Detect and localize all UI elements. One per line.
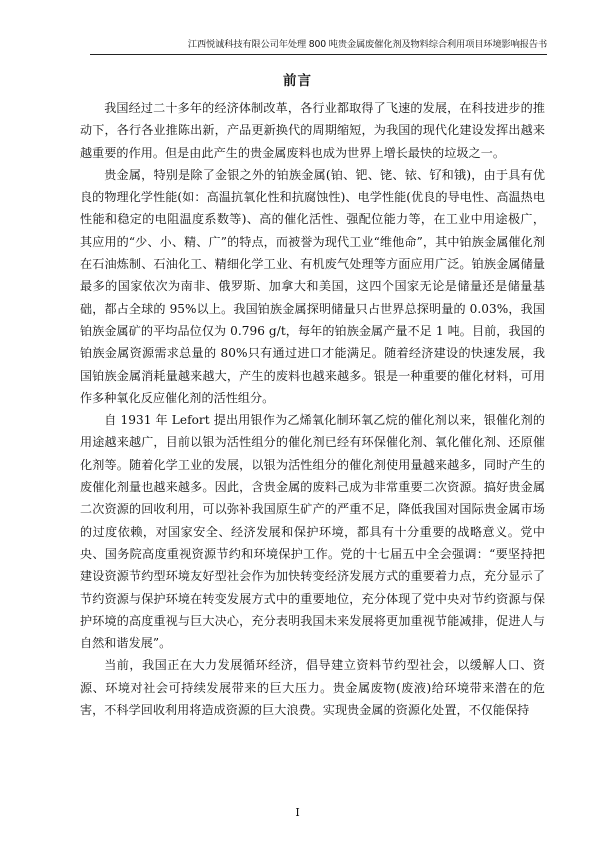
paragraph-silver-catalysts: 自 1931 年 Lefort 提出用银作为乙烯氧化制环氧乙烷的催化剂以来，银催化剂的用途越来越广，目前以银为活性组分的催化剂已经有环保催化剂、氧化催化剂、还原催化剂等。随着化学工业的发展，以银为活性组分的催化剂使用量越来越多，同时产生的废催化剂量也越来越多。因此，含贵金属的废料己成为非常重要二次资源。搞好贵金属二次资源的回收利用，可以弥补我国原生矿产的严重不足，降低我国对国际贵金属市场的过度依赖，对国家安全、经济发展和保护环境，都具有十分重要的战略意义。党中央、国务院高度重视资源节约和环境保护工作。党的十七届五中全会强调：“要坚持把建设资源节约型环境友好型社会作为加快转变经济发展方式的重要着力点，充分显示了节约资源与保护环境在转变发展方式中的重要地位，充分体现了党中央对节约资源与保护环境的高度重视与巨大决心，充分表明我国未来发展将更加重视节能减排，促进人与自然和谐发展”。 (80, 413, 545, 651)
running-header: 江西悦诚科技有限公司年处理 800 吨贵金属废催化剂及物料综合利用项目环境影响报告书 (187, 39, 547, 50)
paragraph-intro: 我国经过二十多年的经济体制改革，各行业都取得了飞速的发展，在科技进步的推动下，各行各业推陈出新，产品更新换代的周期缩短，为我国的现代化建设发挥出越来越重要的作用。但是由此产生的贵金属废料也成为世界上增长最快的垃圾之一。 (80, 101, 545, 160)
main-text (80, 97, 545, 721)
paragraph-precious-metals: 贵金属，特别是除了金银之外的铂族金属(铂、钯、铑、铱、钌和锇)，由于具有优良的物理化学性能(如：高温抗氧化性和抗腐蚀性)、电学性能(优良的导电性、高温热电性能和稳定的电阻温度系数等)、高的催化活性、强配位能力等，在工业中用途极广，其应用的“少、小、精、广”的特点，而被誉为现代工业“维他命”，其中铂族金属催化剂在石油炼制、石油化工、精细化学工业、有机废气处理等方面应用广泛。铂族金属储量最多的国家依次为南非、俄罗斯、加拿大和美国，这四个国家无论是储量还是储量基础，都占全球的 95%以上。我国铂族金属探明储量只占世界总探明量的 0.03%，我国铂族金属矿的平均品位仅为 0.796 g/t，每年的铂族金属产量不足 1 吨。目前，我国的铂族金属资源需求总量的 80%只有通过进口才能满足。随着经济建设的快速发展，我国铂族金属消耗量越来越大，产生的废料也越来越多。银是一种重要的催化材料，可用作多种氧化反应催化剂的活性组分。 (80, 167, 545, 405)
header-divider (90, 54, 547, 55)
paragraph-circular-economy: 当前，我国正在大力发展循环经济，倡导建立资料节约型社会，以缓解人口、资源、环境对社会可持续发展带来的巨大压力。贵金属废物(废液)给环境带来潜在的危害，不科学回收利用将造成资源的巨大浪费。实现贵金属的资源化处置，不仅能保持 (80, 658, 545, 718)
page-number: I (295, 806, 300, 819)
page-title: 前言 (283, 73, 312, 89)
